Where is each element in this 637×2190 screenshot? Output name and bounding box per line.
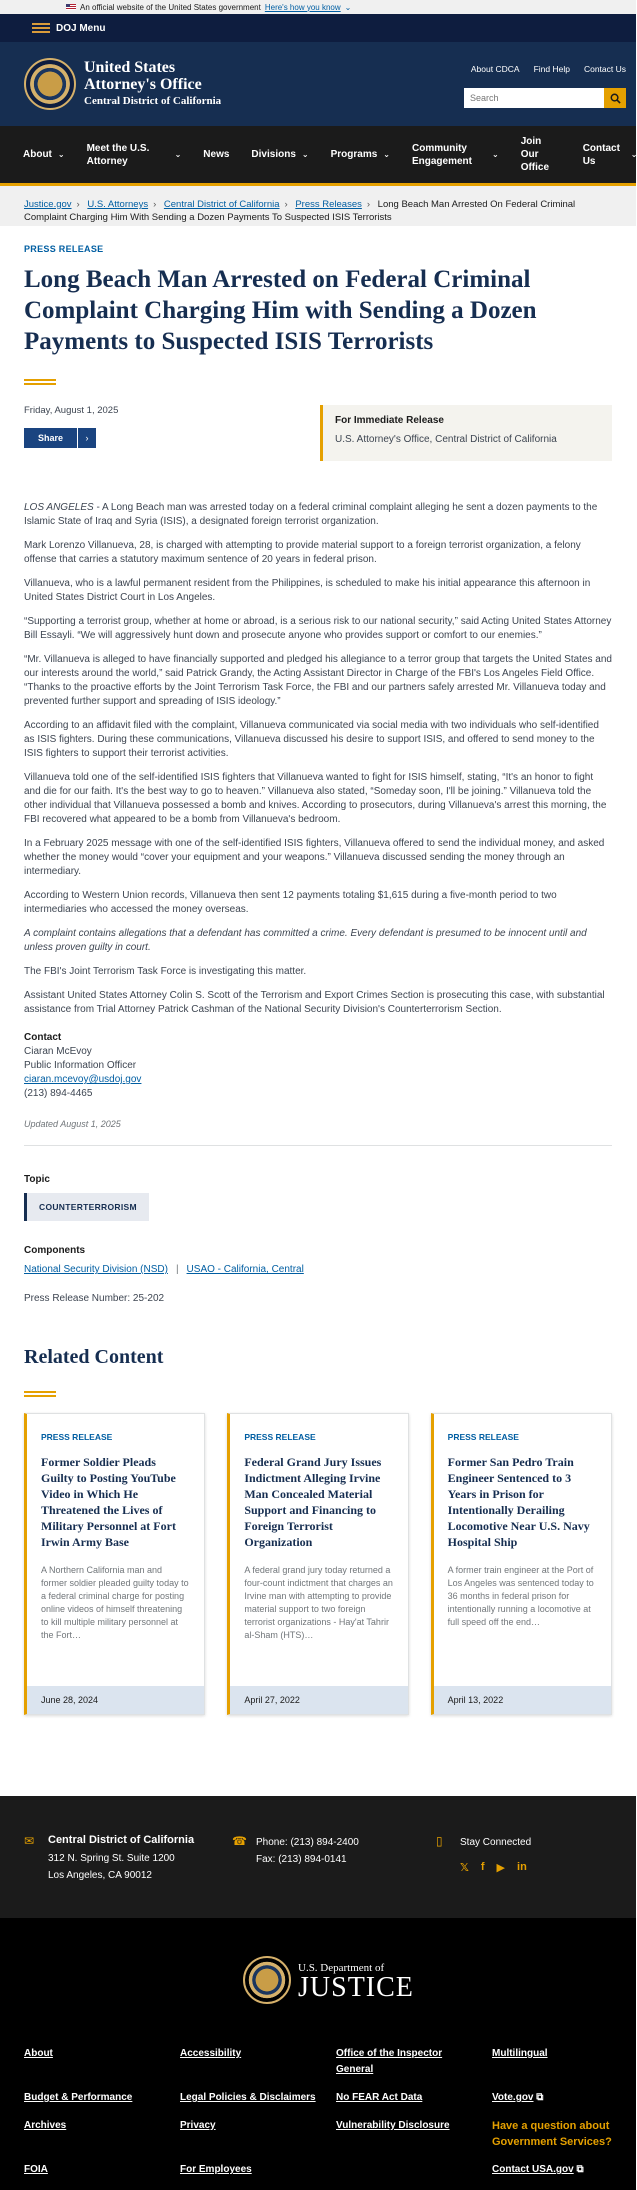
chevron-right-icon: ›	[284, 199, 288, 210]
paragraph	[24, 501, 612, 529]
paragraph: Villanueva, who is a lawful permanent resident from the Philippines, is scheduled to make his initial appearance this afternoon in United States District Court in Los Angeles.	[24, 578, 591, 603]
chevron-right-icon: ›	[78, 428, 96, 448]
release-office: U.S. Attorney's Office, Central District of California	[335, 434, 557, 445]
footer-address1: 312 N. Spring St. Suite 1200	[48, 1853, 175, 1864]
card-description: A Northern California man and former soldier pleaded guilty today to a federal criminal charge for posting online videos of himself threatening to kill multiple military personnel at the Fort…	[41, 1565, 189, 1640]
doj-wordmark[interactable]	[298, 1962, 414, 2002]
topic-heading: Topic	[24, 1174, 50, 1185]
site-header	[0, 42, 636, 126]
nav-divisions[interactable]	[251, 148, 308, 161]
paragraph: Assistant United States Attorney Colin S. Scott of the Terrorism and Export Crimes Section is prosecuting this case, with substantial assistance from Trial Attorney Patrick Cashman of the National Security Division's Counterterrorism Section.	[24, 990, 605, 1015]
nav-programs[interactable]	[331, 148, 390, 161]
card-description: A federal grand jury today returned a four-count indictment that charges an Irvine man with attempting to provide material support to two foreign terrorist organizations - Hay'at Tahrir al-Sham (HTS)…	[244, 1565, 393, 1640]
paragraph: The FBI's Joint Terrorism Task Force is investigating this matter.	[24, 966, 307, 977]
doj-menu-button[interactable]	[0, 14, 636, 42]
x-icon[interactable]: 𝕏	[460, 1862, 469, 1874]
nav-meet-attorney[interactable]	[87, 142, 182, 168]
footer-fax: Fax: (213) 894-0141	[256, 1854, 347, 1865]
search-button[interactable]	[604, 88, 626, 108]
external-link-icon: ⧉	[576, 2164, 584, 2175]
breadcrumb-current: Long Beach Man Arrested On Federal Criminal Complaint Charging Him With Sending a Dozen Payments To Suspected ISIS Terrorists	[24, 199, 576, 223]
release-box	[320, 405, 612, 461]
doj-seal-logo[interactable]	[243, 1956, 291, 2004]
release-title: For Immediate Release	[335, 415, 444, 426]
doj-wordmark-line2: JUSTICE	[298, 1972, 414, 2003]
components-list	[24, 1264, 612, 1275]
footer-contact	[0, 1796, 636, 1918]
nav-label: About	[23, 149, 52, 160]
linkedin-icon[interactable]: in	[517, 1861, 527, 1873]
footer-link-privacy[interactable]: Privacy	[180, 2120, 216, 2131]
breadcrumb-press[interactable]: Press Releases	[295, 199, 362, 210]
breadcrumb-usattorneys[interactable]: U.S. Attorneys	[87, 199, 149, 210]
search-input[interactable]	[464, 88, 604, 108]
nav-label: News	[203, 149, 230, 160]
nav-news[interactable]	[203, 148, 229, 161]
separator: |	[175, 1264, 179, 1275]
footer-address2: Los Angeles, CA 90012	[48, 1870, 152, 1881]
external-link-icon: ⧉	[536, 2092, 544, 2103]
social-links	[460, 1861, 531, 1874]
dateline: LOS ANGELES	[24, 502, 94, 513]
footer-link-multilingual[interactable]: Multilingual	[492, 2048, 548, 2059]
gold-divider	[24, 379, 56, 385]
footer-link-nofear[interactable]: No FEAR Act Data	[336, 2092, 423, 2103]
mobile-icon: ▯	[436, 1834, 443, 1848]
office-title-line1: United States	[84, 59, 176, 76]
chevron-down-icon: ⌄	[301, 150, 309, 159]
office-title-line3: Central District of California	[84, 95, 222, 107]
chevron-down-icon: ⌄	[630, 150, 637, 159]
chevron-down-icon: ⌄	[174, 150, 182, 159]
share-button[interactable]	[24, 428, 118, 448]
contact-heading: Contact	[24, 1032, 62, 1043]
component-link-nsd[interactable]: National Security Division (NSD)	[24, 1264, 168, 1275]
about-cdca-link[interactable]: About CDCA	[470, 64, 520, 74]
search-icon	[610, 93, 621, 104]
youtube-icon[interactable]: ▶	[496, 1862, 506, 1874]
nav-label: Contact Us	[582, 142, 620, 167]
paragraph: According to an affidavit filed with the complaint, Villanueva communicated via social media with two individuals who self-identified as ISIS fighters. During these communications, Villanueva discussed his desire to support ISIS, and offered to send money to the ISIS fighters to support their terrorist activities.	[24, 720, 599, 759]
breadcrumb-cdca[interactable]: Central District of California	[163, 199, 280, 210]
heres-how-you-know-link[interactable]: Here's how you know	[264, 2, 341, 12]
component-link-usao[interactable]: USAO - California, Central	[186, 1264, 304, 1275]
main-nav	[0, 126, 636, 186]
gov-banner	[0, 0, 636, 14]
footer-link-foia[interactable]: FOIA	[24, 2164, 48, 2175]
card-eyebrow: PRESS RELEASE	[447, 1432, 519, 1442]
nav-join[interactable]	[521, 135, 561, 174]
doj-wordmark-line1: U.S. Department of	[298, 1962, 385, 1974]
card-title[interactable]: Federal Grand Jury Issues Indictment Alleging Irvine Man Concealed Material Support and Financing to Foreign Terrorist Organization	[244, 1455, 382, 1549]
empty-cell	[336, 2162, 492, 2178]
footer-link-employees[interactable]: For Employees	[180, 2164, 252, 2175]
nav-label: Meet the U.S. Attorney	[86, 142, 150, 167]
related-card[interactable]	[431, 1413, 612, 1715]
question-text: Have a question about Government Services?	[492, 2120, 612, 2148]
footer-link-vulnerability[interactable]: Vulnerability Disclosure	[336, 2120, 450, 2131]
office-title-line2: Attorney's Office	[84, 76, 202, 93]
divider	[24, 1145, 612, 1146]
footer-link-accessibility[interactable]: Accessibility	[180, 2048, 242, 2059]
article-eyebrow: PRESS RELEASE	[24, 244, 104, 254]
nav-about[interactable]	[23, 148, 65, 161]
nav-label: Divisions	[251, 149, 296, 160]
article-body	[24, 501, 612, 1017]
office-title[interactable]	[84, 59, 221, 107]
gov-banner-text: An official website of the United States government	[80, 2, 261, 12]
contact-role: Public Information Officer	[24, 1060, 137, 1071]
chevron-down-icon: ⌄	[491, 150, 499, 159]
footer-links	[24, 2046, 624, 2178]
nav-label: Programs	[330, 149, 378, 160]
card-description: A former train engineer at the Port of Los Angeles was sentenced today to 36 months in federal prison for intentionally running a locomotive at full speed off the end…	[447, 1565, 594, 1627]
hamburger-icon	[32, 23, 50, 33]
contact-phone: (213) 894-4465	[24, 1088, 93, 1099]
footer-office: Central District of California	[48, 1834, 195, 1846]
paragraph-text: - A Long Beach man was arrested today on a federal criminal complaint alleging he sent a dozen payments to the Islamic State of Iraq and Syria (ISIS), a designated foreign terrorist organization.	[24, 502, 598, 527]
footer-link-budget[interactable]: Budget & Performance	[24, 2092, 133, 2103]
gold-divider	[24, 1391, 56, 1397]
chevron-right-icon: ›	[366, 199, 371, 210]
card-eyebrow: PRESS RELEASE	[41, 1432, 113, 1442]
nav-label: Community Engagement	[411, 142, 472, 167]
share-label: Share	[24, 428, 78, 448]
nav-label: Join Our Office	[520, 136, 550, 173]
related-heading: Related Content	[24, 1346, 164, 1368]
related-cards	[24, 1413, 612, 1715]
card-date: April 13, 2022	[434, 1686, 611, 1714]
paragraph-disclaimer: A complaint contains allegations that a defendant has committed a crime. Every defendant is presumed to be innocent until and unless proven guilty in court.	[24, 928, 587, 953]
card-date: April 27, 2022	[230, 1686, 407, 1714]
card-title[interactable]: Former San Pedro Train Engineer Sentenced to 3 Years in Prison for Intentionally Derailing Locomotive Near U.S. Navy Hospital Ship	[447, 1455, 590, 1549]
phone-icon: ☎	[232, 1834, 247, 1848]
find-help-link[interactable]: Find Help	[533, 64, 570, 74]
nav-contact[interactable]	[583, 142, 637, 168]
doj-seal-logo[interactable]	[24, 58, 76, 110]
paragraph: According to Western Union records, Villanueva then sent 12 payments totaling $1,615 during a five-month period to two intermediaries who accessed the money overseas.	[24, 890, 557, 915]
nav-community[interactable]	[412, 142, 499, 168]
footer-link-about[interactable]: About	[24, 2048, 53, 2059]
page-title: Long Beach Man Arrested on Federal Criminal Complaint Charging Him with Sending a Dozen Payments to Suspected ISIS Terrorists	[24, 266, 537, 355]
envelope-icon: ✉	[24, 1834, 35, 1848]
contact-name: Ciaran McEvoy	[24, 1046, 92, 1057]
paragraph: “Mr. Villanueva is alleged to have financially supported and pledged his allegiance to a terror group that targets the United States and our interests around the world,” said Patrick Grandy, the Acting Assistant Director in Charge of the FBI's Los Angeles Field Office. “Thanks to the proactive efforts by the Joint Terrorism Task Force, the FBI and our partners safely arrested Mr. Villanueva today and prevented further support and spreading of ISIS ideology.”	[24, 654, 612, 707]
footer-link-vote[interactable]: Vote.gov	[492, 2092, 534, 2103]
chevron-right-icon: ›	[153, 199, 157, 210]
paragraph: In a February 2025 message with one of the self-identified ISIS fighters, Villanueva offered to send the individual money, and asked whether the money would “cover your equipment and your weapons.” Villanueva discussed sending the money through an intermediary.	[24, 838, 605, 877]
breadcrumb	[0, 186, 636, 226]
components-heading: Components	[24, 1245, 86, 1256]
chevron-down-icon: ⌄	[57, 150, 65, 159]
footer-link-legal[interactable]: Legal Policies & Disclaimers	[180, 2092, 316, 2103]
chevron-right-icon: ›	[76, 199, 80, 210]
chevron-down-icon: ⌄	[383, 150, 390, 159]
utility-nav	[471, 64, 626, 74]
doj-menu-label: DOJ Menu	[56, 22, 106, 34]
contact-us-link[interactable]: Contact Us	[583, 64, 626, 74]
card-date: June 28, 2024	[27, 1686, 204, 1714]
us-flag-icon	[66, 4, 76, 10]
card-eyebrow: PRESS RELEASE	[244, 1432, 316, 1442]
footer-link-contact-usa[interactable]: Contact USA.gov	[492, 2164, 574, 2175]
card-title[interactable]: Former Soldier Pleads Guilty to Posting YouTube Video in Which He Threatened the Lives of Military Personnel at Fort Irwin Army Base	[41, 1455, 176, 1549]
topic-tag[interactable]: COUNTERTERRORISM	[24, 1193, 149, 1221]
stay-connected: Stay Connected	[460, 1837, 532, 1848]
footer-phone: Phone: (213) 894-2400	[256, 1837, 359, 1848]
paragraph: Villanueva told one of the self-identified ISIS fighters that Villanueva wanted to fight for ISIS himself, stating, “It's an honor to fight and die for our faith. It's the best way to go to heaven.” Villanueva also stated, “Someday soon, I'll be joining.” Villanueva told the other individual that Villanueva possessed a bomb and knives. According to prosecutors, during Villanueva's arrest this morning, the FBI recovered what appeared to be a bomb from Villanueva's bedroom.	[24, 772, 607, 825]
contact-email-link[interactable]: ciaran.mcevoy@usdoj.gov	[24, 1074, 142, 1085]
footer-doj	[0, 1918, 636, 2190]
paragraph: “Supporting a terrorist group, whether at home or abroad, is a serious risk to our national security,” said Acting United States Attorney Bill Essayli. “We will aggressively hunt down and prosecute anyone who provides support or comfort to our enemies.”	[24, 616, 612, 641]
breadcrumb-justice[interactable]: Justice.gov	[24, 199, 72, 210]
related-card[interactable]	[24, 1413, 205, 1715]
paragraph: Mark Lorenzo Villanueva, 28, is charged with attempting to provide material support to a foreign terrorist organization, a felony offense that carries a statutory maximum sentence of 20 years in federal prison.	[24, 540, 581, 565]
facebook-icon[interactable]: f	[480, 1861, 485, 1873]
article-meta	[24, 405, 612, 461]
article-date: Friday, August 1, 2025	[24, 405, 119, 416]
press-release-number: Press Release Number: 25-202	[24, 1293, 165, 1304]
search-form	[464, 88, 626, 108]
footer-link-archives[interactable]: Archives	[24, 2120, 67, 2131]
contact-block	[24, 1031, 612, 1101]
updated-date: Updated August 1, 2025	[24, 1119, 121, 1129]
related-card[interactable]	[227, 1413, 408, 1715]
footer-link-oig[interactable]: Office of the Inspector General	[336, 2048, 443, 2075]
main-content	[0, 244, 636, 1715]
chevron-down-icon: ⌄	[344, 2, 352, 12]
